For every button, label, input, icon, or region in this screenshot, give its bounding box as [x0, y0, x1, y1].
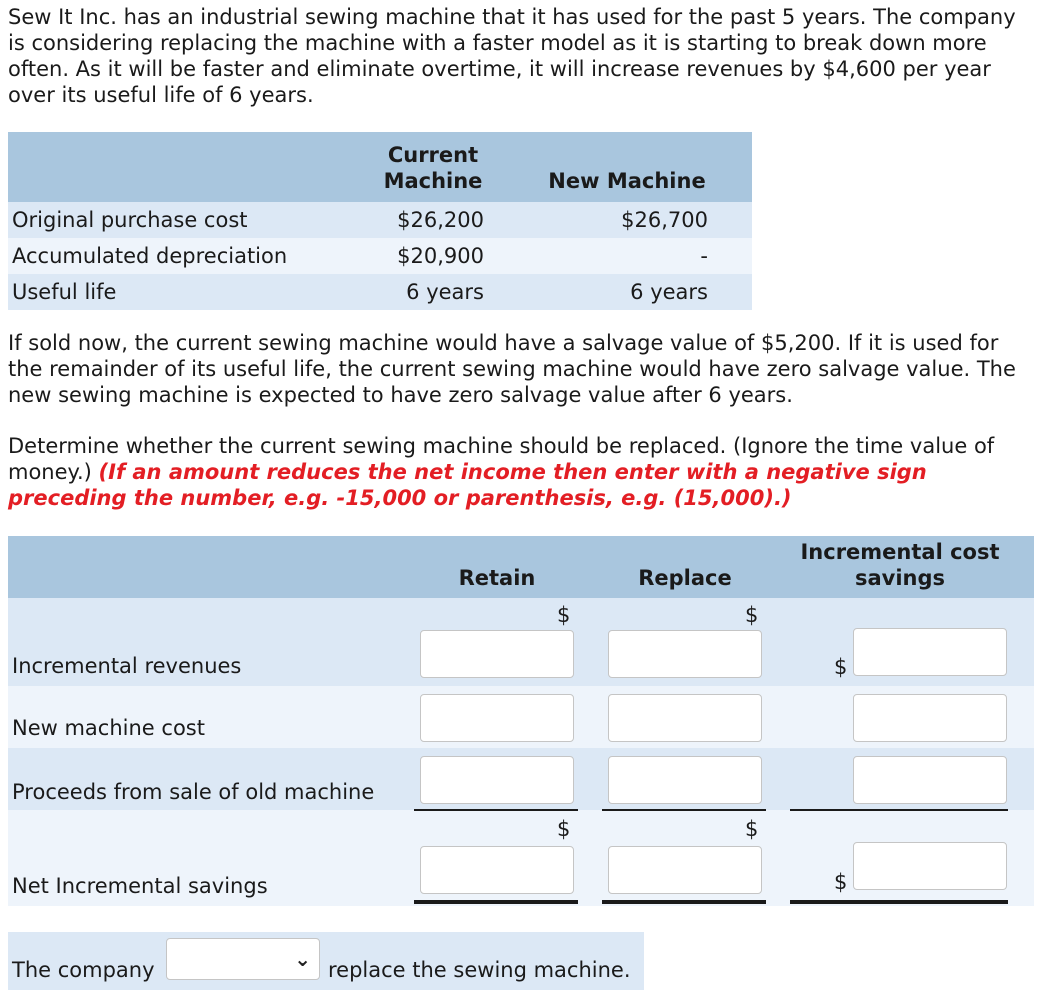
subtotal-rule: [790, 809, 1008, 811]
table-row: [8, 274, 752, 310]
conclusion-suffix: replace the sewing machine.: [328, 958, 631, 982]
replace-new-machine-cost-input[interactable]: [608, 694, 762, 742]
current-value: 6 years: [364, 274, 502, 310]
savings-net-input[interactable]: [853, 842, 1007, 890]
dollar-sign: $: [834, 655, 848, 679]
info-header-blank: [8, 132, 364, 202]
dollar-sign: $: [745, 817, 759, 841]
intro-paragraph: Sew It Inc. has an industrial sewing machine that it has used for the past 5 years. The company is considering replacing the machine with a faster model as it is starting to break down more often. As it will be faster and eliminate overtime, it will increase revenues by $4,600 per year over its useful life of 6 years.: [8, 5, 1016, 107]
instruction-paragraph: [8, 433, 1034, 511]
header-retain: Retain: [458, 566, 536, 590]
header-replace: Replace: [638, 566, 732, 590]
savings-proceeds-input[interactable]: [853, 756, 1007, 804]
instruction-text: Determine whether the current sewing machine should be replaced. (Ignore the time value of money.): [8, 434, 995, 484]
dollar-sign: $: [557, 817, 571, 841]
new-value: $26,700: [502, 202, 752, 238]
row-label: Useful life: [8, 274, 364, 310]
info-header-new: New Machine: [502, 132, 752, 202]
savings-incremental-revenues-input[interactable]: [853, 628, 1007, 676]
total-rule: [414, 900, 578, 904]
conclusion-row: [8, 932, 644, 990]
dollar-sign: $: [745, 603, 759, 627]
replace-proceeds-input[interactable]: [608, 756, 762, 804]
savings-new-machine-cost-input[interactable]: [853, 694, 1007, 742]
current-value: $20,900: [364, 238, 502, 274]
table-row: [8, 202, 752, 238]
table-row: [8, 238, 752, 274]
row-label: Net Incremental savings: [12, 874, 268, 898]
machine-info-table: [8, 132, 752, 310]
conclusion-prefix: The company: [12, 958, 155, 982]
total-rule: [602, 900, 766, 904]
answer-table: [8, 536, 1034, 906]
salvage-paragraph: If sold now, the current sewing machine would have a salvage value of $5,200. If it is used for the remainder of its useful life, the current sewing machine would have zero salvage value. The new sewing machine is expected to have zero salvage value after 6 years.: [8, 331, 1016, 407]
replace-incremental-revenues-input[interactable]: [608, 630, 762, 678]
header-incremental: [780, 539, 1020, 591]
row-label: Accumulated depreciation: [8, 238, 364, 274]
replace-net-savings-input[interactable]: [608, 846, 762, 894]
row-label: Proceeds from sale of old machine: [12, 780, 375, 804]
row-label: Incremental revenues: [12, 654, 242, 678]
header-incremental-line2: savings: [854, 566, 946, 590]
total-rule: [790, 900, 1008, 904]
new-value: -: [502, 238, 752, 274]
retain-new-machine-cost-input[interactable]: [420, 694, 574, 742]
instruction-note: (If an amount reduces the net income then enter with a negative sign preceding the number, e.g. -15,000 or parenthesis, e.g. (15,000).): [8, 460, 927, 510]
row-label: Original purchase cost: [8, 202, 364, 238]
dollar-sign: $: [557, 603, 571, 627]
row-label: New machine cost: [12, 716, 205, 740]
retain-incremental-revenues-input[interactable]: [420, 630, 574, 678]
header-incremental-line1: Incremental cost: [800, 540, 1000, 564]
decision-dropdown[interactable]: [166, 938, 320, 980]
current-value: $26,200: [364, 202, 502, 238]
subtotal-rule: [414, 809, 578, 811]
new-value: 6 years: [502, 274, 752, 310]
info-header-current: [364, 132, 502, 202]
retain-proceeds-input[interactable]: [420, 756, 574, 804]
chevron-down-icon: ⌄: [294, 947, 311, 971]
subtotal-rule: [602, 809, 766, 811]
info-header-current-line1: Current: [387, 143, 479, 167]
retain-net-savings-input[interactable]: [420, 846, 574, 894]
info-header-current-line2: Machine: [383, 169, 483, 193]
dollar-sign: $: [834, 870, 848, 894]
